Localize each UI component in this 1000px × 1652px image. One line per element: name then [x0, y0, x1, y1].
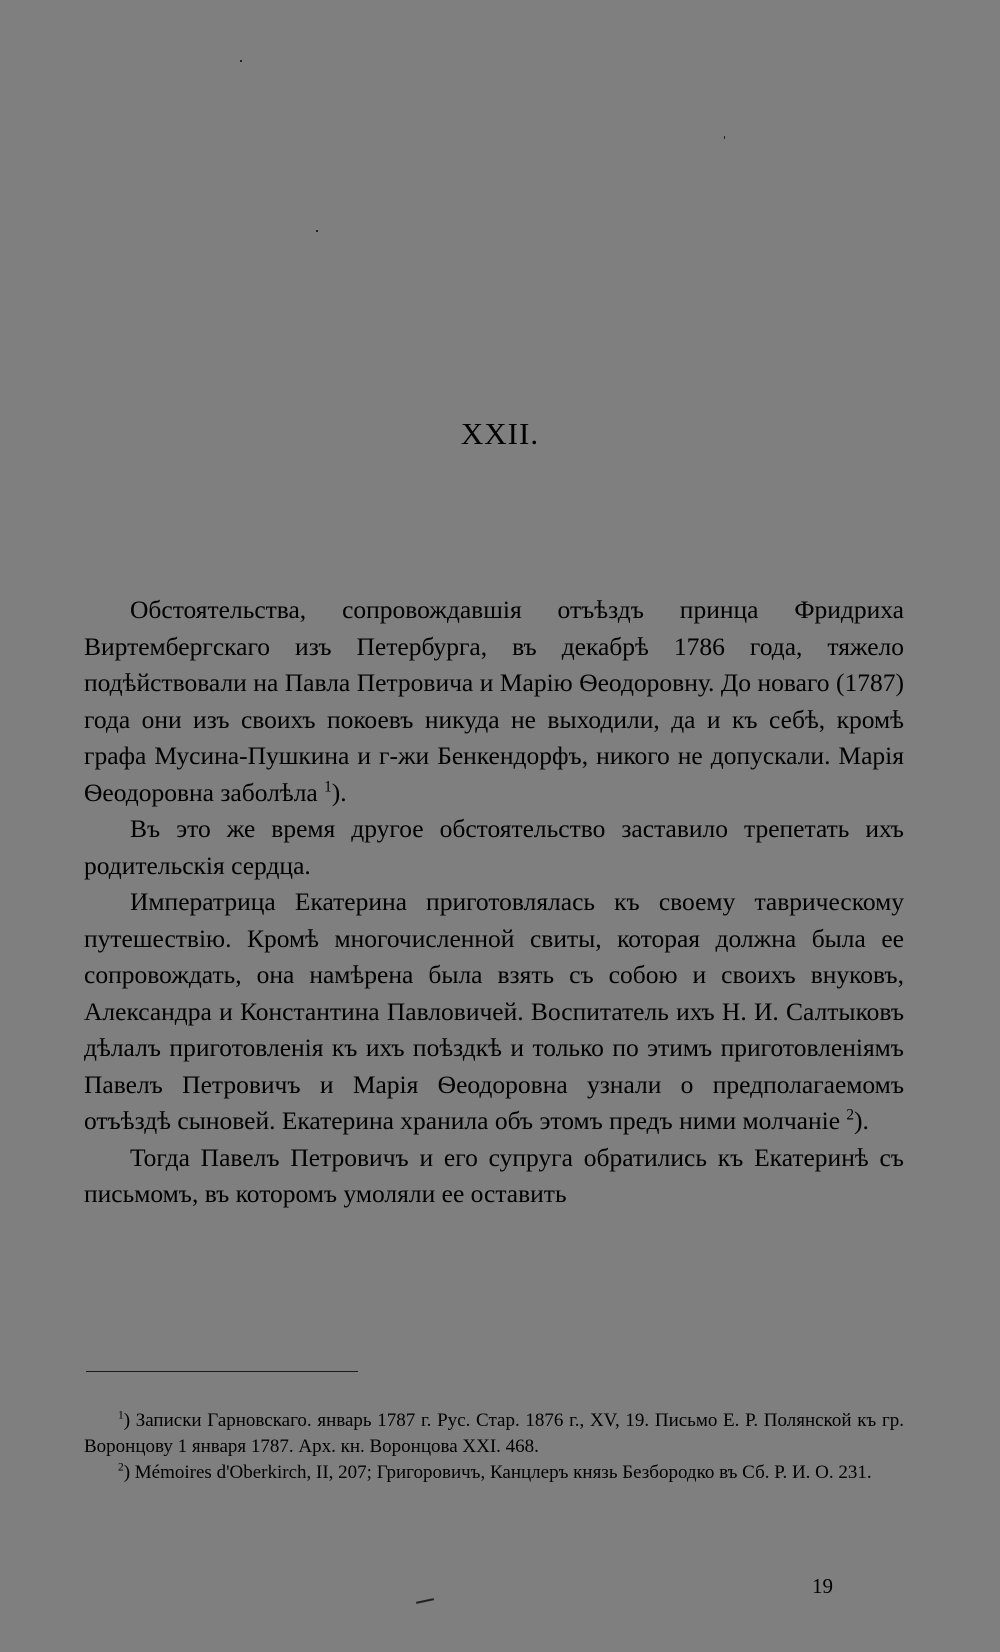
paragraph-text: Тогда Павелъ Петровичъ и его супруга обратились къ Екатеринѣ съ письмомъ, въ которомъ умоляли ее оставить [84, 1142, 904, 1208]
main-text [84, 592, 904, 1213]
scan-speck [316, 230, 318, 232]
paragraph-tail: ). [331, 777, 347, 807]
footnote-mark: 2 [118, 1461, 124, 1474]
paragraph-text: Въ это же время другое обстоятельство заставило трепетать ихъ родительскія сердца. [84, 814, 904, 880]
paragraph-text: Императрица Екатерина приготовлялась къ своему таврическому путешествію. Кромѣ многочисленной свиты, которая должна была ее сопровождать, она намѣрена была взять съ собою и своихъ внуковъ, Александра и Константина Павловичей. Воспитатель ихъ Н. И. Салтыковъ дѣлалъ приготовленія къ ихъ поѣздкѣ и только по этимъ приготовленіямъ Павелъ Петровичъ и Марія Ѳеодоровна узнали о предполагаемомъ отъѣздѣ сыновей. Екатерина хранила объ этомъ предъ ними молчаніе [84, 887, 904, 1135]
footnote [84, 1460, 904, 1486]
chapter-heading: XXII. [460, 416, 540, 451]
footnotes [84, 1408, 904, 1486]
paragraph [84, 1140, 904, 1213]
footnote-ref[interactable]: 1 [324, 778, 332, 795]
scan-speck [724, 136, 725, 139]
footnote-text: ) Записки Гарновскаго. январь 1787 г. Рус. Стар. 1876 г., XV, 19. Письмо Е. Р. Полянской къ гр. Воронцову 1 января 1787. Арх. кн. Воронцова XXI. 468. [84, 1410, 904, 1457]
scan-speck [416, 1598, 434, 1604]
paragraph-tail: ). [854, 1106, 869, 1135]
paragraph-text: Обстоятельства, сопровождавшія отъѣздъ принца Фридриха Виртембергскаго изъ Петербурга, въ декабрѣ 1786 года, тяжело подѣйствовали на Павла Петровича и Марію Ѳеодоровну. До новаго (1787) года они изъ своихъ покоевъ никуда не выходили, да и къ себѣ, кромѣ графа Мусина-Пушкина и г-жи Бенкендорфъ, никого не допускали. Марія Ѳеодоровна заболѣла [84, 595, 904, 807]
footnote [84, 1408, 904, 1460]
footnote-divider [86, 1371, 358, 1372]
paragraph [84, 811, 904, 884]
paragraph [84, 884, 904, 1140]
footnote-mark: 1 [118, 1409, 124, 1422]
page-number: 19 [812, 1574, 833, 1598]
scan-speck [240, 60, 242, 62]
footnote-ref[interactable]: 2 [846, 1106, 855, 1124]
paragraph [84, 592, 904, 811]
footnote-text: ) Mémoires d'Oberkirch, II, 207; Григоровичъ, Канцлеръ князь Безбородко въ Сб. Р. И. О. 231. [123, 1462, 872, 1483]
